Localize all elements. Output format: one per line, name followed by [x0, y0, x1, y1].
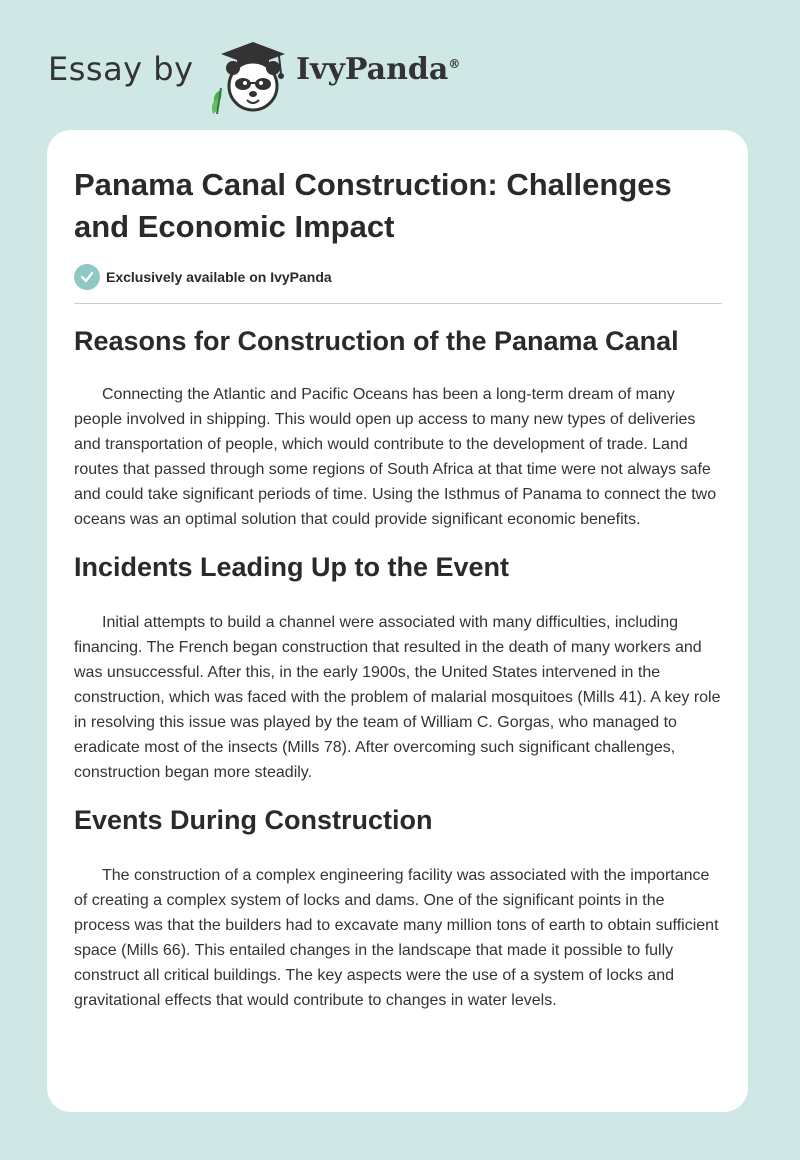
- site-header: [48, 30, 748, 120]
- essay-by-label: Essay by: [48, 50, 194, 88]
- exclusive-badge: [74, 264, 332, 290]
- ivypanda-logo[interactable]: [203, 34, 293, 114]
- panda-mascot-icon: [203, 34, 293, 114]
- section-heading: Events During Construction: [74, 805, 433, 835]
- section-paragraph: Connecting the Atlantic and Pacific Oceans has been a long-term dream of many people involved in shipping. This would open up access to many new types of deliveries and transportation of people, which would contribute to the development of trade. Land routes that passed through some regions of South Africa at that time were not always safe and could take significant periods of time. Using the Isthmus of Panama to connect the two oceans was an optimal solution that could provide significant economic benefits.: [74, 386, 717, 528]
- section-heading: Incidents Leading Up to the Event: [74, 552, 510, 582]
- section-paragraph: Initial attempts to build a channel were associated with many difficulties, including financing. The French began construction that resulted in the death of many workers and was unsuccessful. After this, in the early 1900s, the United States intervened in the construction, which was faced with the problem of malarial mosquitoes (Mills 41). A key role in resolving this issue was played by the team of William C. Gorgas, who managed to eradicate most of the insects (Mills 78). After overcoming such significant challenges, construction began more steadily.: [74, 614, 721, 781]
- checkmark-icon: [74, 264, 100, 290]
- trademark-symbol: ®: [448, 57, 461, 71]
- title-divider: [74, 303, 722, 304]
- section-incidents: [74, 549, 724, 785]
- section-heading: Reasons for Construction of the Panama Canal: [74, 326, 679, 356]
- section-paragraph: The construction of a complex engineering facility was associated with the importance of creating a complex system of locks and dams. One of the significant points in the process was that the builders had to excavate many million tons of earth to obtain sufficient space (Mills 66). This entailed changes in the landscape that made it possible to fully construct all critical buildings. The key aspects were the use of a system of locks and gravitational effects that would contribute to changes in water levels.: [74, 867, 719, 1009]
- essay-card: [47, 130, 748, 1112]
- exclusive-label: Exclusively available on IvyPanda: [106, 269, 332, 285]
- essay-body: [74, 323, 724, 1013]
- brand-name[interactable]: [296, 52, 460, 87]
- brand-text: IvyPanda: [296, 52, 449, 87]
- essay-title: Panama Canal Construction: Challenges and Economic Impact: [74, 167, 672, 244]
- section-reasons: [74, 323, 724, 532]
- section-events: [74, 802, 724, 1013]
